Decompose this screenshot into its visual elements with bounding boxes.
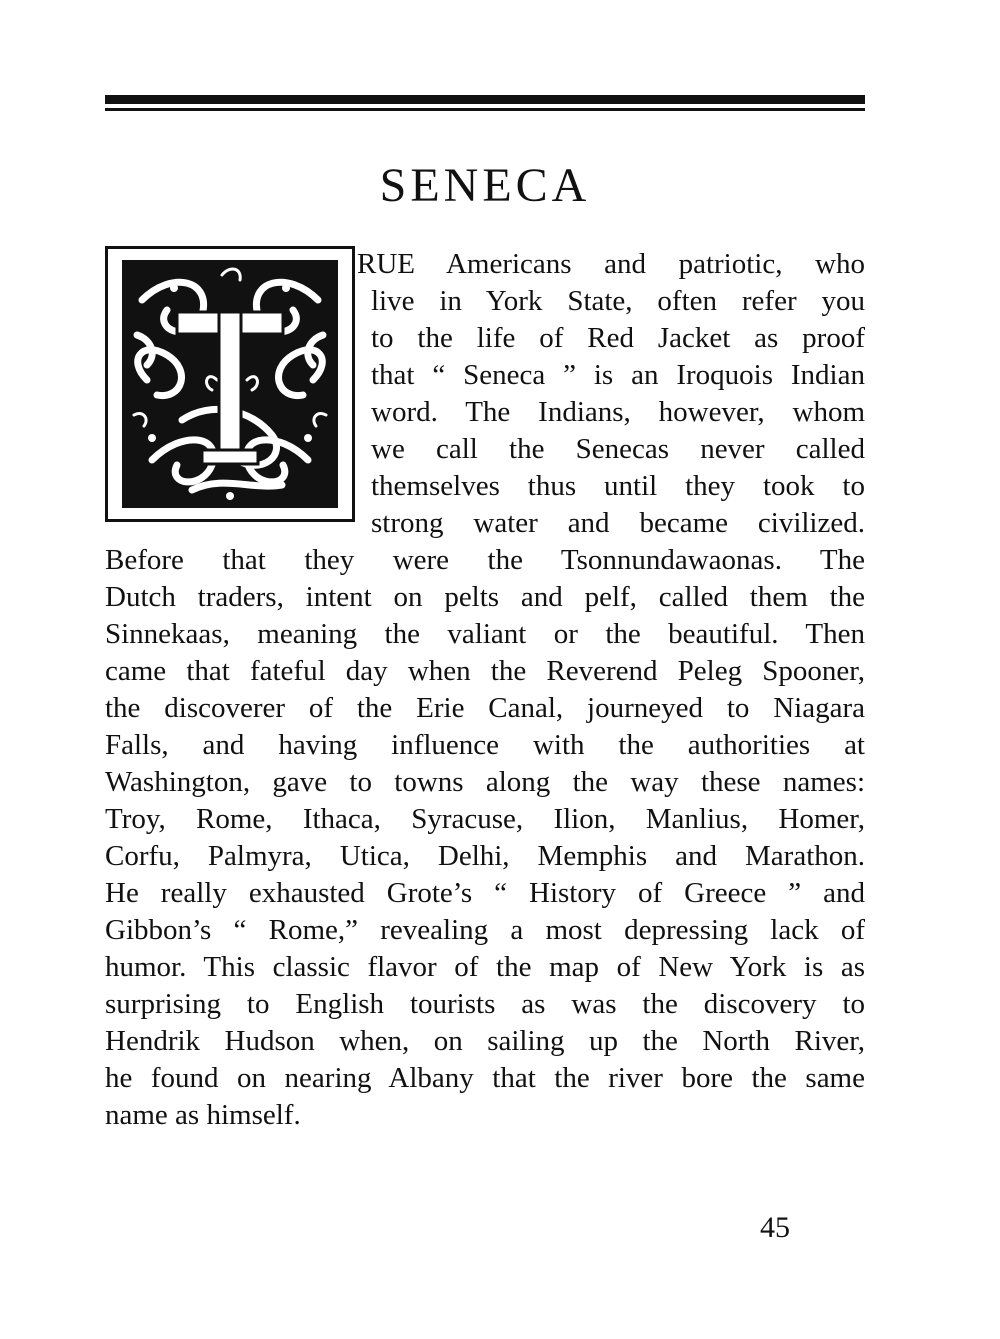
paragraph-line: Falls, and having influence with the authorities at bbox=[105, 729, 865, 761]
paragraph-line: we call the Senecas never called bbox=[371, 433, 865, 465]
header-rule-thin bbox=[105, 108, 865, 111]
paragraph-line: He really exhausted Grote’s “ History of Greece ” and bbox=[105, 877, 865, 909]
paragraph-line: Hendrik Hudson when, on sailing up the North River, bbox=[105, 1025, 865, 1057]
paragraph-line: word. The Indians, however, whom bbox=[371, 396, 865, 428]
paragraph-line: the discoverer of the Erie Canal, journeyed to Niagara bbox=[105, 692, 865, 724]
paragraph-line: that “ Seneca ” is an Iroquois Indian bbox=[371, 359, 865, 391]
chapter-title: SENECA bbox=[379, 159, 591, 212]
page-number: 45 bbox=[760, 1211, 790, 1244]
paragraph-line: RUE Americans and patriotic, who bbox=[357, 248, 865, 280]
paragraph-line: humor. This classic flavor of the map of New York is as bbox=[105, 951, 865, 983]
paragraph-line: Corfu, Palmyra, Utica, Delhi, Memphis and Marathon. bbox=[105, 840, 865, 872]
paragraph-line: Before that they were the Tsonnundawaonas. The bbox=[105, 544, 865, 576]
paragraph-line: to the life of Red Jacket as proof bbox=[371, 322, 865, 354]
paragraph-line: Dutch traders, intent on pelts and pelf, called them the bbox=[105, 581, 865, 613]
paragraph-line: Gibbon’s “ Rome,” revealing a most depressing lack of bbox=[105, 914, 865, 946]
paragraph-line: live in York State, often refer you bbox=[371, 285, 865, 317]
paragraph-line: Sinnekaas, meaning the valiant or the beautiful. Then bbox=[105, 618, 865, 650]
paragraph-line: themselves thus until they took to bbox=[371, 470, 865, 502]
header-rule-thick bbox=[105, 95, 865, 104]
paragraph-line: strong water and became civilized. bbox=[371, 507, 865, 539]
paragraph-line: name as himself. bbox=[105, 1099, 301, 1131]
body-paragraph bbox=[105, 246, 865, 1134]
paragraph-line: he found on nearing Albany that the river bore the same bbox=[105, 1062, 865, 1094]
paragraph-line: came that fateful day when the Reverend Peleg Spooner, bbox=[105, 655, 865, 687]
paragraph-line: surprising to English tourists as was the discovery to bbox=[105, 988, 865, 1020]
paragraph-line: Troy, Rome, Ithaca, Syracuse, Ilion, Manlius, Homer, bbox=[105, 803, 865, 835]
paragraph-line: Washington, gave to towns along the way these names: bbox=[105, 766, 865, 798]
